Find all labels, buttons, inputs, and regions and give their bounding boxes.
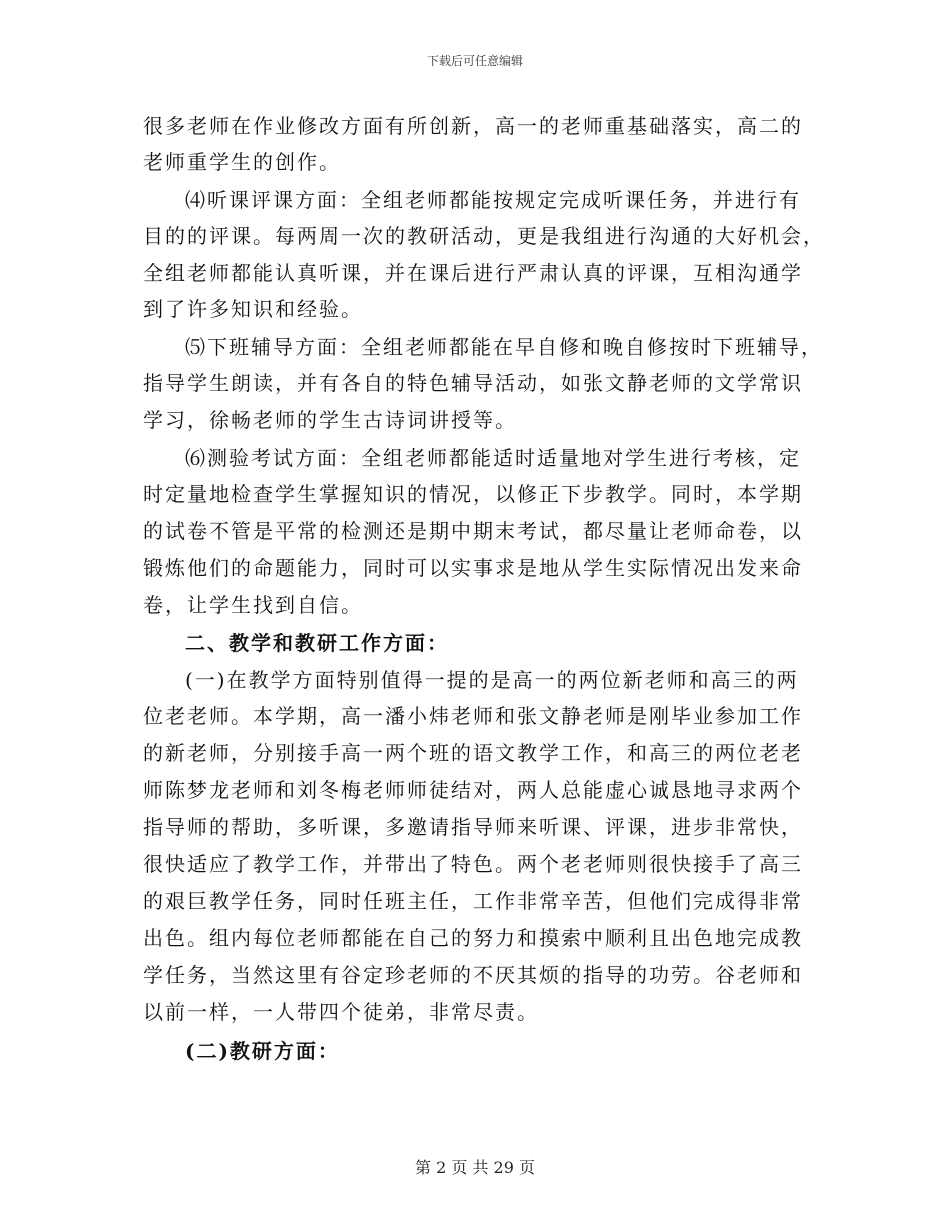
page-header: 下载后可任意编辑 [426, 54, 523, 68]
body-line: 以前一样，一人带四个徒弟，非常尽责。 [143, 1000, 539, 1024]
body-line: 的艰巨教学任务，同时任班主任，工作非常辛苦，但他们完成得非常 [143, 889, 803, 913]
body-line: 指导学生朗读，并有各自的特色辅导活动，如张文静老师的文学常识 [143, 371, 803, 395]
body-line: 时定量地检查学生掌握知识的情况，以修正下步教学。同时，本学期 [143, 482, 803, 506]
body-line: 位老老师。本学期，高一潘小炜老师和张文静老师是刚毕业参加工作 [143, 704, 803, 728]
body-line: ⑹测验考试方面：全组老师都能适时适量地对学生进行考核，定 [185, 446, 801, 470]
body-line: (一)在教学方面特别值得一提的是高一的两位新老师和高三的两 [185, 668, 799, 692]
body-line: 的试卷不管是平常的检测还是期中期末考试，都尽量让老师命卷，以 [143, 519, 803, 543]
body-line: 的新老师，分别接手高一两个班的语文教学工作，和高三的两位老老 [143, 741, 803, 765]
body-line: 学任务，当然这里有谷定珍老师的不厌其烦的指导的功劳。谷老师和 [143, 963, 803, 987]
body-line: 目的的评课。每两周一次的教研活动，更是我组进行沟通的大好机会， [143, 224, 825, 248]
subsection-heading: (二)教研方面： [185, 1039, 340, 1063]
section-heading: 二、教学和教研工作方面： [185, 631, 449, 655]
body-line: 师陈梦龙老师和刘冬梅老师师徒结对，两人总能虚心诚恳地寻求两个 [143, 778, 803, 802]
body-line: 出色。组内每位老师都能在自己的努力和摸索中顺利且出色地完成教 [143, 926, 803, 950]
page-number: 第 2 页 共 29 页 [415, 1158, 535, 1177]
body-line: 学习，徐畅老师的学生古诗词讲授等。 [143, 408, 517, 432]
body-line: 锻炼他们的命题能力，同时可以实事求是地从学生实际情况出发来命 [143, 556, 803, 580]
body-line: 很快适应了教学工作，并带出了特色。两个老老师则很快接手了高三 [143, 852, 803, 876]
body-line: 指导师的帮助，多听课，多邀请指导师来听课、评课，进步非常快， [143, 815, 803, 839]
body-line: 老师重学生的创作。 [143, 150, 341, 174]
body-line: 卷，让学生找到自信。 [143, 593, 363, 617]
body-line: 到了许多知识和经验。 [143, 297, 363, 321]
body-line: 很多老师在作业修改方面有所创新，高一的老师重基础落实，高二的 [143, 114, 803, 138]
body-line: ⑷听课评课方面：全组老师都能按规定完成听课任务，并进行有 [185, 188, 801, 212]
body-line: ⑸下班辅导方面：全组老师都能在早自修和晚自修按时下班辅导， [185, 335, 823, 359]
body-line: 全组老师都能认真听课，并在课后进行严肃认真的评课，互相沟通学 [143, 261, 803, 285]
